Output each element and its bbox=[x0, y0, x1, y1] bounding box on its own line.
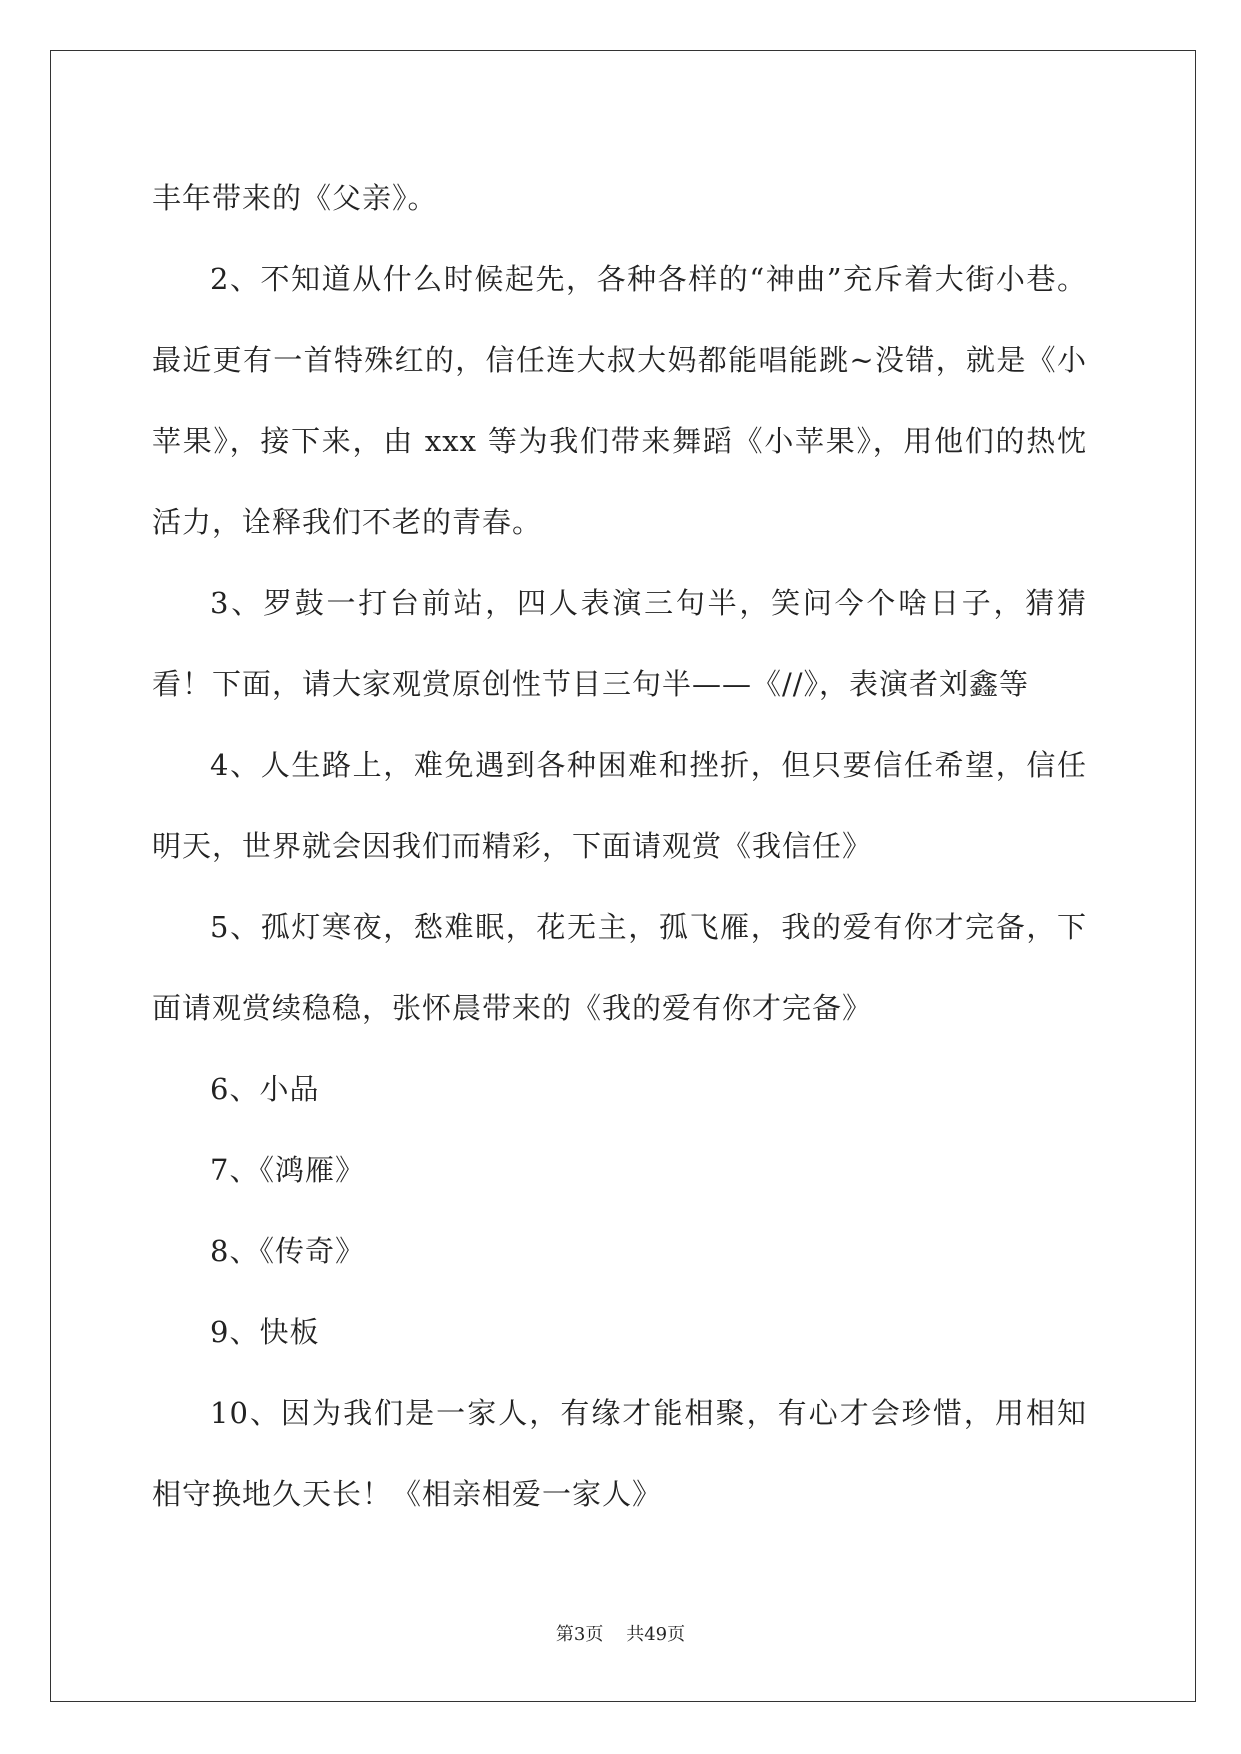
page-footer bbox=[0, 1620, 1241, 1646]
total-pages: 49 bbox=[644, 1624, 668, 1645]
page-label-suffix: 页 bbox=[585, 1624, 604, 1645]
paragraph-1: 丰年带来的《父亲》。 bbox=[152, 181, 438, 215]
total-prefix: 共 bbox=[626, 1624, 645, 1645]
paragraph-5: 5、孤灯寒夜，愁难眠，花无主，孤飞雁，我的爱有你才完备，下面请观赏续稳稳，张怀晨带来的《我的爱有你才完备》 bbox=[152, 910, 1087, 1025]
paragraph-8: 8、《传奇》 bbox=[210, 1234, 365, 1268]
paragraph-4: 4、人生路上，难免遇到各种困难和挫折，但只要信任希望，信任明天，世界就会因我们而精彩，下面请观赏《我信任》 bbox=[152, 748, 1087, 863]
paragraph-6: 6、小品 bbox=[210, 1072, 320, 1106]
page-number: 3 bbox=[573, 1624, 586, 1645]
paragraph-2: 2、不知道从什么时候起先，各种各样的“神曲”充斥着大街小巷。最近更有一首特殊红的，信任连大叔大妈都能唱能跳~没错，就是《小苹果》，接下来，由 xxx 等为我们带来舞蹈《小苹果》，用他们的热忱活力，诠释我们不老的青春。 bbox=[152, 262, 1087, 539]
paragraph-7: 7、《鸿雁》 bbox=[210, 1153, 365, 1187]
paragraph-9: 9、快板 bbox=[210, 1315, 320, 1349]
page-label-prefix: 第 bbox=[555, 1624, 574, 1645]
document-body bbox=[152, 158, 1087, 1535]
paragraph-3: 3、罗鼓一打台前站，四人表演三句半，笑问今个啥日子，猜猜看！下面，请大家观赏原创性节目三句半——《//》，表演者刘鑫等 bbox=[152, 586, 1087, 701]
total-suffix: 页 bbox=[667, 1624, 686, 1645]
paragraph-10: 10、因为我们是一家人，有缘才能相聚，有心才会珍惜，用相知相守换地久天长！《相亲相爱一家人》 bbox=[152, 1396, 1087, 1511]
